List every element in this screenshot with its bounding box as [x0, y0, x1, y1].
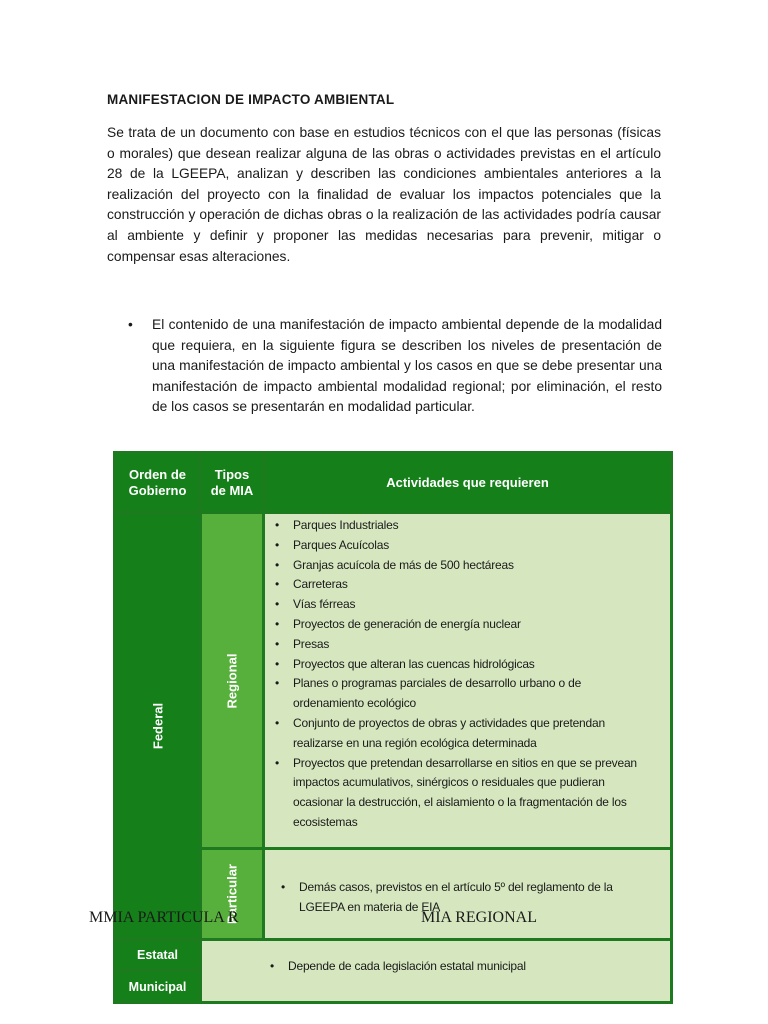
estatal-cell: Estatal: [116, 941, 199, 969]
overlay-mia-particular: MMIA PARTICULA R: [89, 909, 239, 926]
header-actividades: Actividades que requieren: [265, 454, 670, 511]
regional-activity-item: • Conjunto de proyectos de obras y actividades que pretendan realizarse en una región ecológica determinada: [269, 714, 652, 754]
regional-activities-cell: [265, 514, 670, 847]
federal-label: Federal: [150, 702, 165, 750]
regional-activity-item: • Planes o programas parciales de desarrollo urbano o de ordenamiento ecológico: [269, 674, 652, 714]
bullet-icon: •: [128, 317, 133, 332]
header-tipos: Tipos de MIA: [202, 454, 262, 511]
bullet-item: [128, 315, 662, 418]
regional-type-cell: [202, 514, 262, 847]
estatal-activity-cell: [202, 941, 670, 1001]
regional-activity-item: • Parques Acuícolas: [269, 536, 652, 556]
regional-activity-item: • Presas: [269, 635, 652, 655]
municipal-cell: Municipal: [116, 972, 199, 1001]
regional-activity-item: • Proyectos que pretendan desarrollarse en sitios en que se prevean impactos acumulativos, sinérgicos o residuales que pudieran ocasionar la destrucción, el aislamiento o la fragmentación de los ecosistemas: [269, 754, 652, 833]
regional-activity-item: • Parques Industriales: [269, 516, 652, 536]
estatal-activity: • Depende de cada legislación estatal municipal: [264, 957, 670, 977]
document-title: MANIFESTACION DE IMPACTO AMBIENTAL: [107, 92, 395, 107]
regional-activities-list: [269, 516, 652, 833]
federal-cell: [116, 514, 199, 938]
bullet-text: El contenido de una manifestación de impacto ambiental depende de la modalidad que requiera, en la siguiente figura se describen los niveles de presentación de una manifestación de impacto ambiental y los casos en que se debe presentar una manifestación de impacto ambiental modalidad regional; por eliminación, el resto de los casos se presentarán en modalidad particular.: [152, 317, 662, 415]
intro-paragraph: Se trata de un documento con base en estudios técnicos con el que las personas (físicas o morales) que desean realizar alguna de las obras o actividades previstas en el artículo 28 de la LGEEPA, analizan y describen las condiciones ambientales anteriores a la realización del proyecto con la finalidad de evaluar los impactos potenciales que la construcción y operación de dichas obras o la realización de las actividades podría causar al ambiente y definir y proponer las medidas necesarias para prevenir, mitigar o compensar esas alteraciones.: [107, 125, 661, 264]
regional-activity-item: • Carreteras: [269, 575, 652, 595]
regional-activity-item: • Proyectos que alteran las cuencas hidrológicas: [269, 655, 652, 675]
regional-activity-item: • Proyectos de generación de energía nuclear: [269, 615, 652, 635]
header-orden: Orden de Gobierno: [116, 454, 199, 511]
particular-activity: • Demás casos, previstos en el artículo 5º del reglamento de la LGEEPA en materia de EIA: [275, 878, 646, 918]
regional-activity-item: • Granjas acuícola de más de 500 hectáreas: [269, 556, 652, 576]
regional-label: Regional: [224, 653, 240, 708]
overlay-mia-regional: MIA REGIONAL: [421, 909, 537, 926]
regional-activity-item: • Vías férreas: [269, 595, 652, 615]
particular-label: Particular: [224, 864, 240, 924]
